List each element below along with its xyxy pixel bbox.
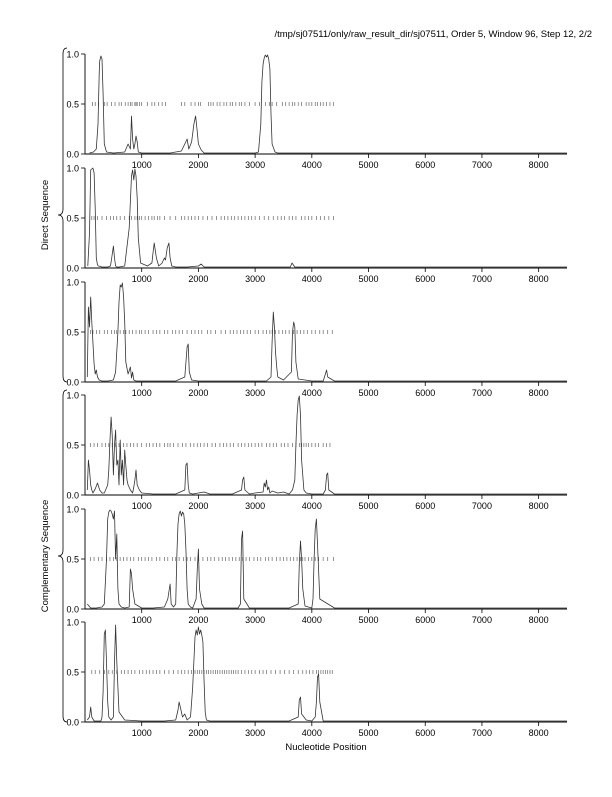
x-tick-label: 5000 xyxy=(358,388,379,398)
x-tick-label: 8000 xyxy=(528,160,549,170)
x-tick-label: 6000 xyxy=(415,615,436,625)
y-tick-label: 1.0 xyxy=(66,504,79,515)
y-tick-label: 0.5 xyxy=(66,440,79,451)
x-tick-label: 7000 xyxy=(471,728,492,738)
y-tick-label: 1.0 xyxy=(66,49,79,60)
x-tick-label: 8000 xyxy=(528,274,549,284)
x-tick-label: 2000 xyxy=(188,615,209,625)
x-tick-label: 1000 xyxy=(131,728,152,738)
chart-title: /tmp/sj07511/only/raw_result_dir/sj07511, Order 5, Window 96, Step 12, 2/2 xyxy=(274,29,592,40)
y-tick-label: 0.0 xyxy=(66,149,79,160)
x-tick-label: 6000 xyxy=(415,160,436,170)
y-tick-label: 0.5 xyxy=(66,99,79,110)
y-tick-label: 0.0 xyxy=(66,717,79,728)
x-tick-label: 3000 xyxy=(245,160,266,170)
x-tick-label: 1000 xyxy=(131,160,152,170)
x-tick-label: 7000 xyxy=(471,160,492,170)
x-tick-label: 2000 xyxy=(188,274,209,284)
y-tick-label: 0.0 xyxy=(66,604,79,615)
x-tick-label: 5000 xyxy=(358,274,379,284)
y-tick-label: 0.5 xyxy=(66,554,79,565)
x-tick-label: 8000 xyxy=(528,728,549,738)
x-tick-label: 5000 xyxy=(358,728,379,738)
x-tick-label: 7000 xyxy=(471,501,492,511)
x-tick-label: 4000 xyxy=(301,728,322,738)
x-tick-label: 4000 xyxy=(301,388,322,398)
x-tick-label: 3000 xyxy=(245,728,266,738)
x-tick-label: 5000 xyxy=(358,501,379,511)
x-tick-label: 6000 xyxy=(415,274,436,284)
y-tick-label: 1.0 xyxy=(66,390,79,401)
x-axis-label: Nucleotide Position xyxy=(285,742,367,753)
x-tick-label: 3000 xyxy=(245,388,266,398)
x-tick-label: 1000 xyxy=(131,274,152,284)
y-tick-label: 0.5 xyxy=(66,667,79,678)
y-tick-label: 1.0 xyxy=(66,617,79,628)
x-tick-label: 4000 xyxy=(301,274,322,284)
x-tick-label: 8000 xyxy=(528,501,549,511)
x-tick-label: 5000 xyxy=(358,615,379,625)
group-label: Complementary Sequence xyxy=(40,499,51,613)
x-tick-label: 5000 xyxy=(358,160,379,170)
x-tick-label: 2000 xyxy=(188,160,209,170)
group-label: Direct Sequence xyxy=(40,179,51,251)
x-tick-label: 3000 xyxy=(245,274,266,284)
x-tick-label: 7000 xyxy=(471,274,492,284)
x-tick-label: 8000 xyxy=(528,615,549,625)
x-tick-label: 1000 xyxy=(131,501,152,511)
x-tick-label: 4000 xyxy=(301,160,322,170)
y-tick-label: 0.0 xyxy=(66,263,79,274)
x-tick-label: 4000 xyxy=(301,615,322,625)
x-tick-label: 7000 xyxy=(471,388,492,398)
y-tick-label: 1.0 xyxy=(66,277,79,288)
x-tick-label: 2000 xyxy=(188,388,209,398)
y-tick-label: 0.5 xyxy=(66,327,79,338)
x-tick-label: 2000 xyxy=(188,501,209,511)
x-tick-label: 8000 xyxy=(528,388,549,398)
x-tick-label: 6000 xyxy=(415,501,436,511)
x-tick-label: 4000 xyxy=(301,501,322,511)
y-tick-label: 1.0 xyxy=(66,163,79,174)
x-tick-label: 3000 xyxy=(245,501,266,511)
x-tick-label: 7000 xyxy=(471,615,492,625)
x-tick-label: 6000 xyxy=(415,388,436,398)
x-tick-label: 1000 xyxy=(131,388,152,398)
x-tick-label: 6000 xyxy=(415,728,436,738)
y-tick-label: 0.0 xyxy=(66,377,79,388)
x-tick-label: 1000 xyxy=(131,615,152,625)
x-tick-label: 3000 xyxy=(245,615,266,625)
y-tick-label: 0.5 xyxy=(66,213,79,224)
y-tick-label: 0.0 xyxy=(66,490,79,501)
x-tick-label: 2000 xyxy=(188,728,209,738)
